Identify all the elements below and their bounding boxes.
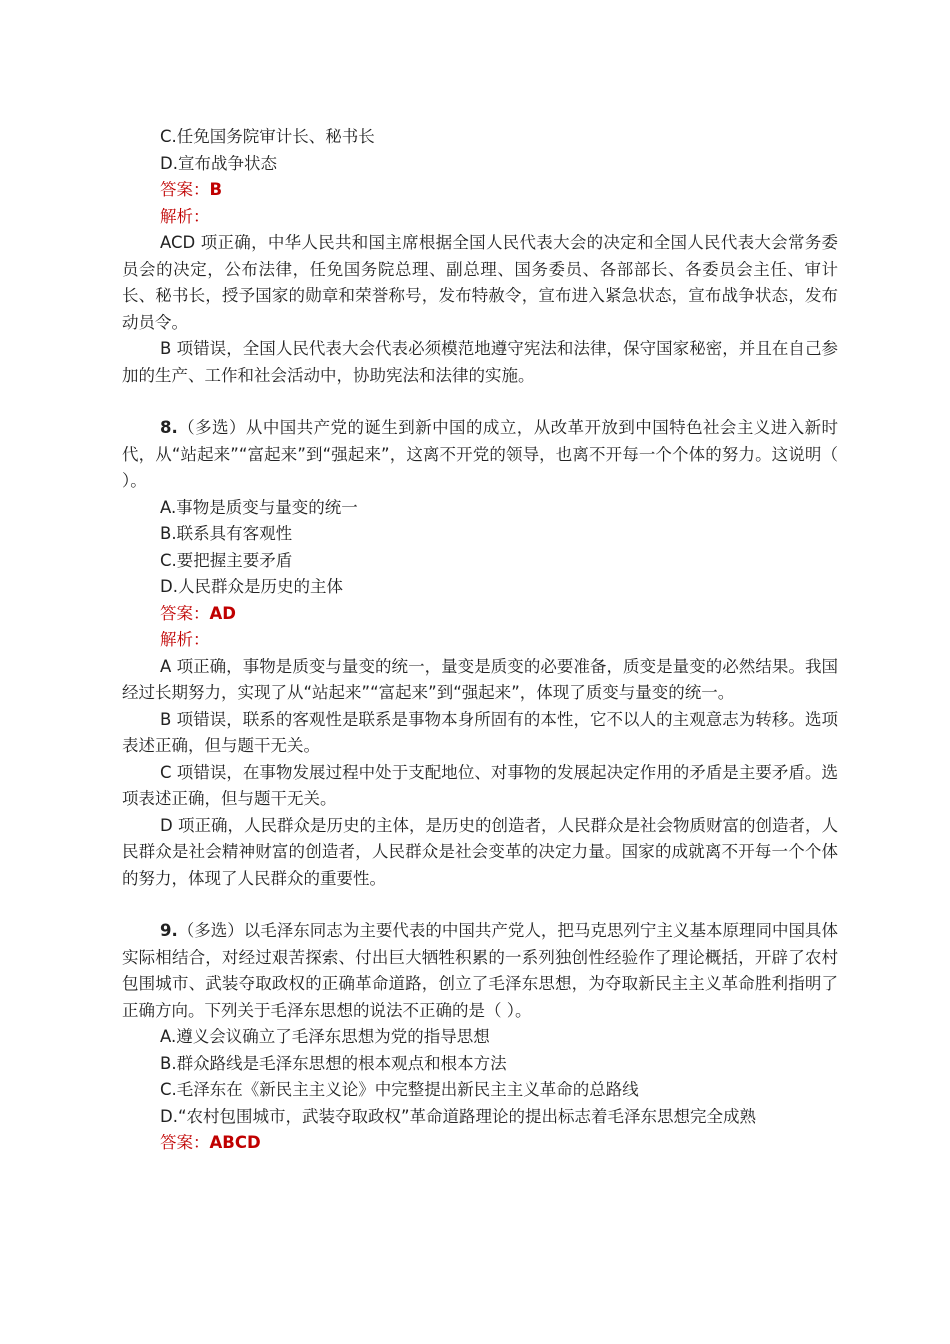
answer-label: 答案： [160,1133,210,1152]
question-9 [122,918,838,1157]
option-b: B.群众路线是毛泽东思想的根本观点和根本方法 [160,1053,507,1073]
answer-line [122,177,838,204]
question-stem [122,415,838,495]
option-d: D.“农村包围城市，武装夺取政权”革命道路理论的提出标志着毛泽东思想完全成熟 [160,1106,757,1126]
answer-value: ABCD [209,1133,261,1152]
option-d: D.宣布战争状态 [160,153,277,173]
answer-line [122,1130,838,1157]
option-a: A.事物是质变与量变的统一 [160,497,358,517]
question-text: （多选）从中国共产党的诞生到新中国的成立，从改革开放到中国特色社会主义进入新时代，从“站起来”“富起来”到“强起来”，这离不开党的领导，也离不开每一个个体的努力。这说明（ ）。 [122,418,838,490]
question-7-tail [122,124,838,389]
question-8 [122,415,838,892]
question-text: （多选）以毛泽东同志为主要代表的中国共产党人，把马克思列宁主义基本原理同中国具体实际相结合，对经过艰苦探索、付出巨大牺牲积累的一系列独创性经验作了理论概括，开辟了农村包围城市、武装夺取政权的正确革命道路，创立了毛泽东思想，为夺取新民主主义革命胜利指明了正确方向。下列关于毛泽东思想的说法不正确的是（ ）。 [122,921,838,1020]
analysis-paragraph: B 项错误，联系的客观性是联系是事物本身所固有的本性，它不以人的主观意志为转移。选项表述正确，但与题干无关。 [122,709,838,755]
analysis-paragraph: C 项错误，在事物发展过程中处于支配地位、对事物的发展起决定作用的矛盾是主要矛盾。选项表述正确，但与题干无关。 [122,762,838,808]
analysis-paragraph: ACD 项正确，中华人民共和国主席根据全国人民代表大会的决定和全国人民代表大会常务委员会的决定，公布法律，任免国务院总理、副总理、国务委员、各部部长、各委员会主任、审计长、秘书长，授予国家的勋章和荣誉称号，发布特赦令，宣布进入紧急状态，宣布战争状态，发布动员令。 [122,233,838,332]
analysis-paragraph: D 项正确，人民群众是历史的主体，是历史的创造者，人民群众是社会物质财富的创造者，人民群众是社会精神财富的创造者，人民群众是社会变革的决定力量。国家的成就离不开每一个个体的努力，体现了人民群众的重要性。 [122,815,838,888]
option-d: D.人民群众是历史的主体 [160,577,343,596]
answer-label: 答案： [160,603,210,623]
answer-value: B [209,180,223,199]
option-c: C.要把握主要矛盾 [160,550,293,570]
analysis-paragraph: A 项正确，事物是质变与量变的统一，量变是质变的必要准备，质变是量变的必然结果。我国经过长期努力，实现了从“站起来”“富起来”到“强起来”，体现了质变与量变的统一。 [122,656,838,702]
answer-label: 答案： [160,180,210,199]
option-b: B.联系具有客观性 [160,524,293,543]
answer-value: AD [209,603,236,623]
question-stem [122,918,838,1024]
option-c: C.任免国务院审计长、秘书长 [160,127,375,146]
document-content [122,124,838,1157]
analysis-label: 解析： [160,206,210,226]
option-c: C.毛泽东在《新民主主义论》中完整提出新民主主义革命的总路线 [160,1080,639,1099]
analysis-paragraph: B 项错误，全国人民代表大会代表必须模范地遵守宪法和法律，保守国家秘密，并且在自己参加的生产、工作和社会活动中，协助宪法和法律的实施。 [122,339,838,385]
question-number: 8. [160,418,178,437]
analysis-label: 解析： [160,630,210,649]
option-a: A.遵义会议确立了毛泽东思想为党的指导思想 [160,1027,490,1046]
answer-line [122,601,838,628]
question-number: 9. [160,921,178,940]
